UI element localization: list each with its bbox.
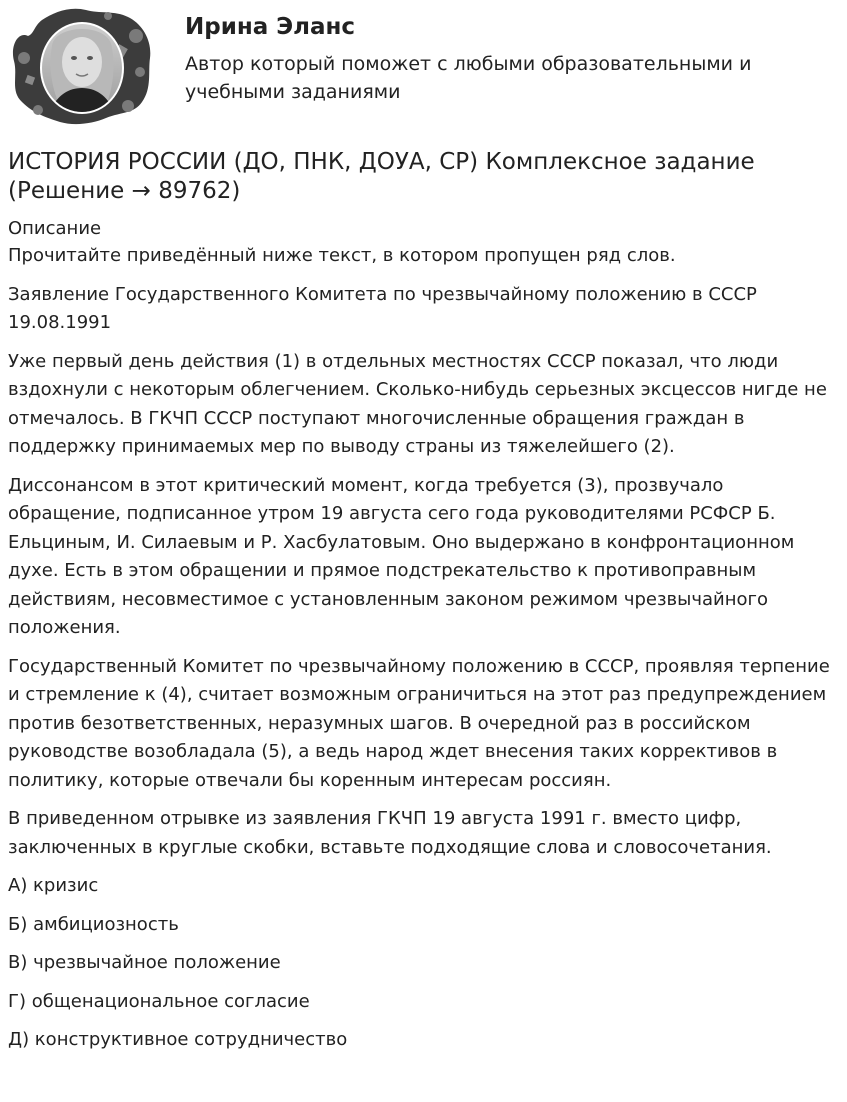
- paragraph-text-1: Уже первый день действия (1) в отдельных местностях СССР показал, что люди вздохнули с некоторым облегчением. Сколько-нибудь серьезных эксцессов нигде не отмечалось. В ГКЧП СССР поступают многочисленные обращения граждан в поддержку принимаемых мер по выводу страны из тяжелейшего (2).: [8, 350, 827, 457]
- document-body: [8, 148, 840, 1065]
- option-d: Г) общенациональное согласие: [8, 990, 310, 1012]
- option-a: А) кризис: [8, 875, 99, 896]
- paragraph-text-3: Государственный Комитет по чрезвычайному положению в СССР, проявляя терпение и стремление к (4), считает возможным ограничиться на этот раз предупреждением против безответственных, неразумных шагов. В очередной раз в российском руководстве возобладала (5), а ведь народ ждет внесения таких коррективов в политику, которые отвечали бы коренным интересам россиян.: [8, 655, 830, 791]
- answer-options: [8, 872, 840, 1054]
- description-label: Описание: [8, 218, 102, 239]
- author-description: Автор который поможет с любыми образовательными и учебными заданиями: [185, 53, 752, 103]
- document-title: ИСТОРИЯ РОССИИ (ДО, ПНК, ДОУА, СР) Комплексное задание (Решение → 89762): [8, 149, 755, 204]
- author-card: [8, 6, 838, 126]
- author-avatar[interactable]: [8, 6, 154, 126]
- option-c: В) чрезвычайное положение: [8, 952, 281, 973]
- paragraph-statement-title: Заявление Государственного Комитета по чрезвычайному положению в СССР 19.08.1991: [8, 283, 757, 333]
- paragraph-instruction: Прочитайте приведённый ниже текст, в котором пропущен ряд слов.: [8, 245, 676, 266]
- author-name[interactable]: Ирина Эланс: [185, 14, 356, 40]
- paragraph-text-2: Диссонансом в этот критический момент, когда требуется (3), прозвучало обращение, подписанное утром 19 августа сего года руководителями РСФСР Б. Ельциным, И. Силаевым и Р. Хасбулатовым. Оно выдержано в конфронтационном духе. Есть в этом обращении и прямое подстрекательство к противоправным действиям, несовместимое с установленным законом режимом чрезвычайного положения.: [8, 474, 795, 638]
- paragraph-task: В приведенном отрывке из заявления ГКЧП 19 августа 1991 г. вместо цифр, заключенных в круглые скобки, вставьте подходящие слова и словосочетания.: [8, 808, 772, 858]
- option-b: Б) амбициозность: [8, 913, 179, 935]
- option-e: Д) конструктивное сотрудничество: [8, 1029, 348, 1050]
